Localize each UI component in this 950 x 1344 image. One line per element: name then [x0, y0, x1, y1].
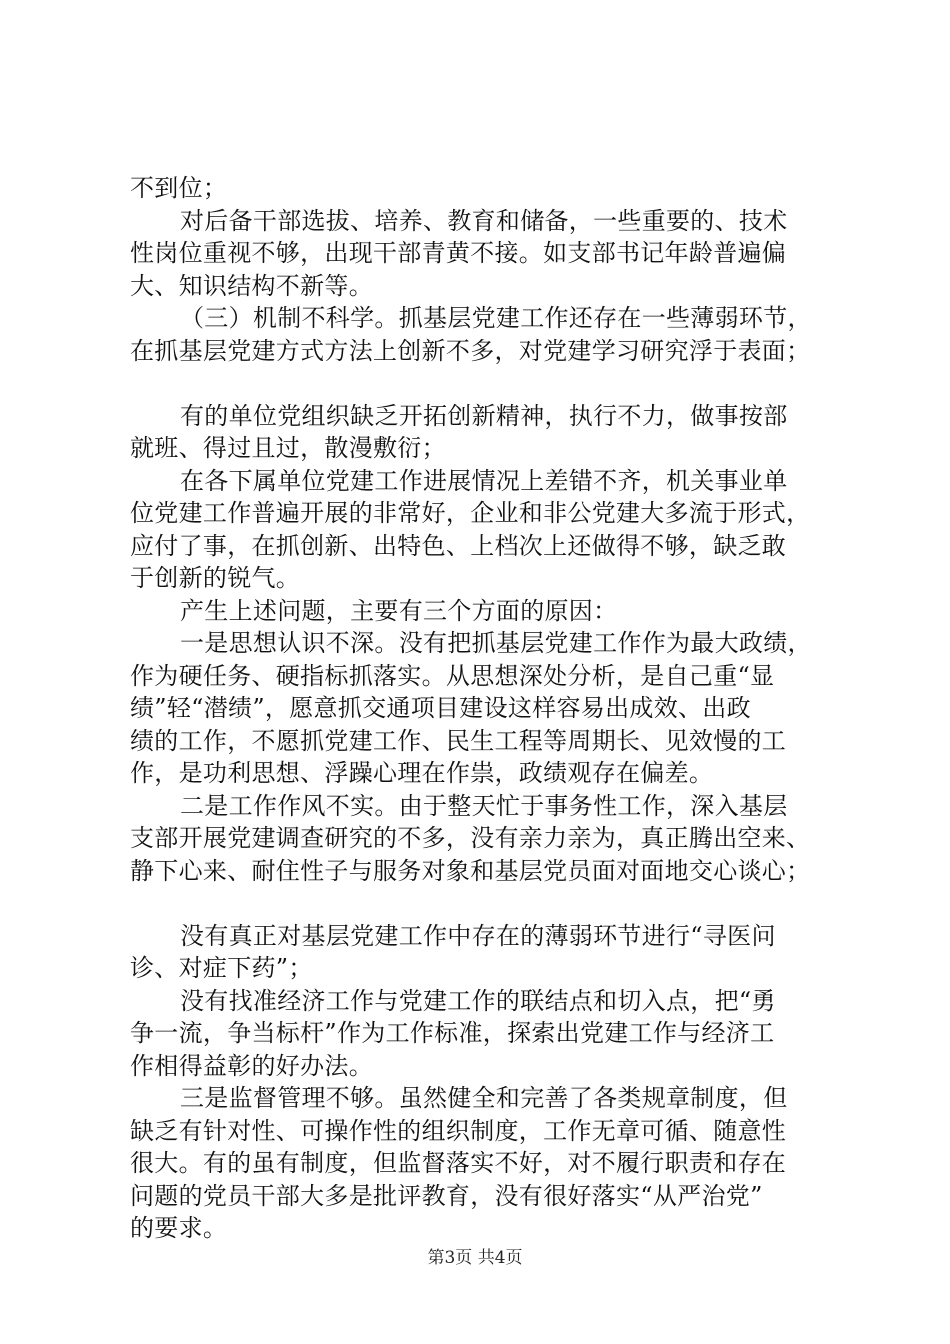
- text-line: 没有真正对基层党建工作中存在的薄弱环节进行“寻医问: [180, 921, 776, 950]
- blank-line: [130, 367, 842, 400]
- text-line: （三）机制不科学。抓基层党建工作还存在一些薄弱环节，: [180, 304, 812, 332]
- text-line: 静下心来、耐住性子与服务对象和基层党员面对面地交心谈心；: [130, 856, 811, 885]
- text-line: 不到位；: [130, 174, 228, 202]
- text-line: 就班、得过且过，散漫敷衍；: [130, 434, 446, 462]
- text-line: 问题的党员干部大多是批评教育，没有很好落实“从严治党”: [130, 1181, 763, 1210]
- text-line: 二是工作作风不实。由于整天忙于事务性工作，深入基层: [180, 791, 788, 820]
- blank-line: [130, 887, 842, 920]
- text-line: 诊、对症下药”；: [130, 954, 313, 982]
- text-line: 缺乏有针对性、可操作性的组织制度，工作无章可循、随意性: [130, 1116, 787, 1145]
- text-line: 性岗位重视不够，出现干部青黄不接。如支部书记年龄普遍偏: [130, 239, 787, 267]
- text-line: 三是监督管理不够。虽然健全和完善了各类规章制度，但: [180, 1084, 788, 1112]
- text-line: 有的单位党组织缺乏开拓创新精神，执行不力，做事按部: [180, 401, 788, 430]
- text-line: 产生上述问题，主要有三个方面的原因：: [180, 596, 618, 625]
- text-line: 的要求。: [130, 1214, 228, 1242]
- text-line: 在抓基层党建方式方法上创新不多，对党建学习研究浮于表面；: [130, 336, 811, 365]
- text-line: 在各下属单位党建工作进展情况上差错不齐，机关事业单: [180, 466, 788, 495]
- text-line: 绩的工作，不愿抓党建工作、民生工程等周期长、见效慢的工: [130, 726, 787, 755]
- text-line: 作为硬任务、硬指标抓落实。从思想深处分析，是自己重“显: [130, 661, 775, 690]
- text-line: 争一流，争当标杆”作为工作标准，探索出党建工作与经济工: [130, 1019, 775, 1047]
- text-line: 支部开展党建调查研究的不多，没有亲力亲为，真正腾出空来、: [130, 824, 811, 852]
- text-line: 对后备干部选拔、培养、教育和储备，一些重要的、技术: [180, 206, 788, 235]
- page-number-footer: 第3页 共4页: [427, 1248, 523, 1268]
- document-body: [130, 172, 842, 1245]
- text-line: 应付了事，在抓创新、出特色、上档次上还做得不够，缺乏敢: [130, 531, 787, 560]
- text-line: 作，是功利思想、浮躁心理在作祟，政绩观存在偏差。: [130, 759, 714, 787]
- text-line: 大、知识结构不新等。: [130, 271, 373, 300]
- text-line: 很大。有的虽有制度，但监督落实不好，对不履行职责和存在: [130, 1149, 787, 1177]
- text-line: 作相得益彰的好办法。: [130, 1051, 373, 1080]
- text-line: 位党建工作普遍开展的非常好，企业和非公党建大多流于形式，: [130, 499, 811, 527]
- text-line: 一是思想认识不深。没有把抓基层党建工作作为最大政绩，: [180, 629, 812, 657]
- text-line: 没有找准经济工作与党建工作的联结点和切入点，把“勇: [180, 986, 776, 1015]
- text-line: 绩”轻“潜绩”，愿意抓交通项目建设这样容易出成效、出政: [130, 694, 751, 722]
- text-line: 于创新的锐气。: [130, 564, 301, 592]
